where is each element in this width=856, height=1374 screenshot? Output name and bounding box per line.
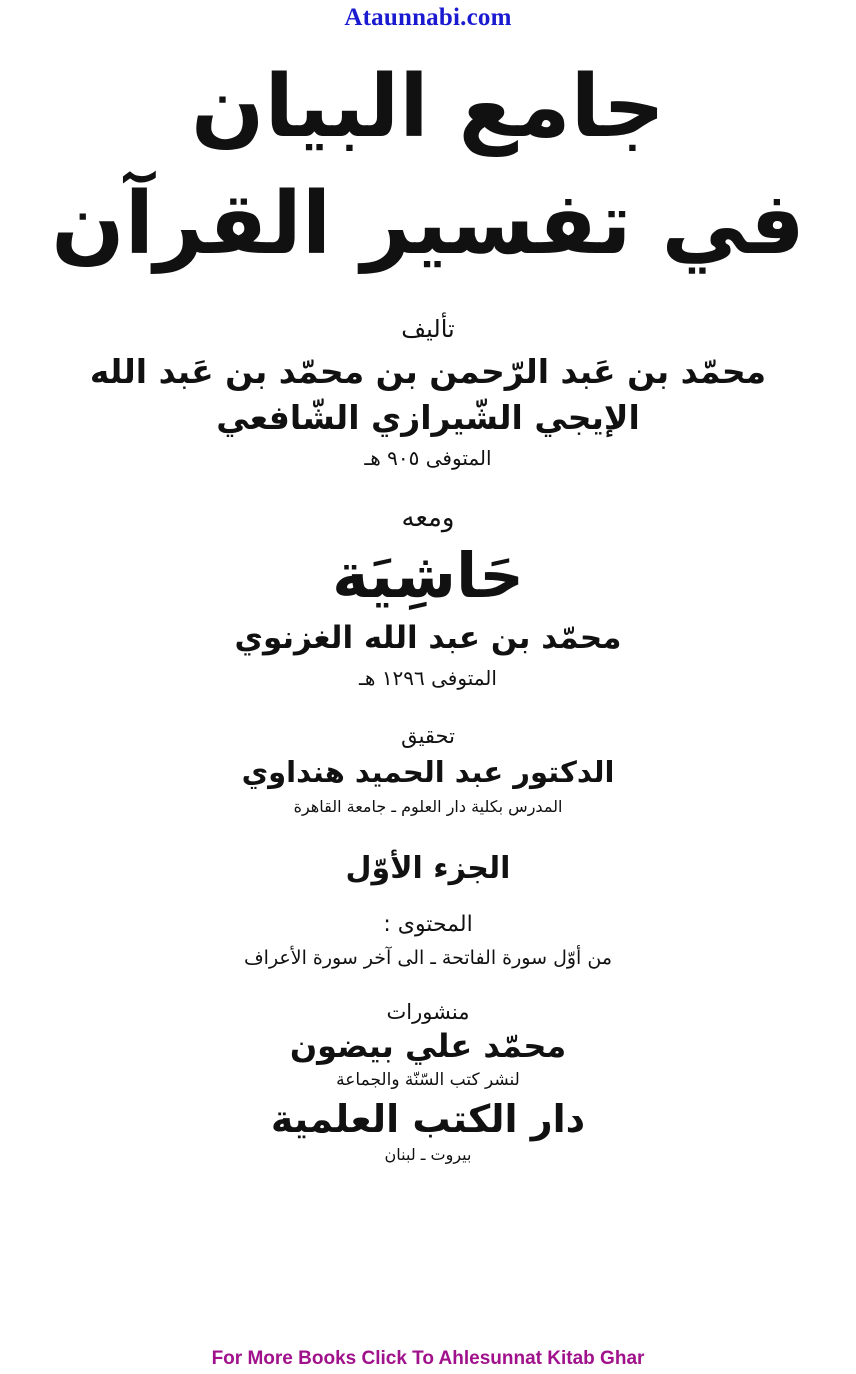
contents-range: من أوّل سورة الفاتحة ـ الى آخر سورة الأعراف [243,946,613,969]
gloss-title: حَاشِيَة [332,539,524,613]
editor-role: المدرس بكلية دار العلوم ـ جامعة القاهرة [293,796,563,816]
publications-label: منشورات [386,999,470,1024]
site-watermark: Ataunnabi.com [344,4,512,31]
gloss-author-name: محمّد بن عبد الله الغزنوي [234,620,622,657]
book-title-line-2: في تفسير القرآن [51,173,805,274]
footer-promo-banner[interactable]: For More Books Click To Ahlesunnat Kitab Ghar [211,1348,645,1369]
book-title-line-1: جامع البيان [191,57,665,157]
publisher-city: بيروت ـ لبنان [384,1144,472,1164]
author-death-year: المتوفى ٩٠٥ هـ [364,446,492,471]
with-it-label: ومعه [401,503,455,534]
verification-label: تحقيق [401,724,455,749]
publisher-role: لنشر كتب السّنّة والجماعة [336,1069,520,1090]
publisher-person: محمّد علي بيضون [289,1026,567,1065]
cover-content [0,48,856,1348]
contents-label: المحتوى : [383,912,473,938]
authorship-label: تأليف [401,314,455,343]
gloss-author-death-year: المتوفى ١٢٩٦ هـ [359,666,497,691]
book-title [0,58,856,274]
author-name-line-1: محمّد بن عَبد الرّحمن بن محمّد بن عَبد الله [89,352,767,392]
publisher-house: دار الكتب العلمية [270,1097,586,1142]
author-name-line-2: الإيجي الشّيرازي الشّافعي [216,398,640,438]
editor-name: الدكتور عبد الحميد هنداوي [241,755,615,790]
volume-number: الجزء الأوّل [345,850,511,886]
